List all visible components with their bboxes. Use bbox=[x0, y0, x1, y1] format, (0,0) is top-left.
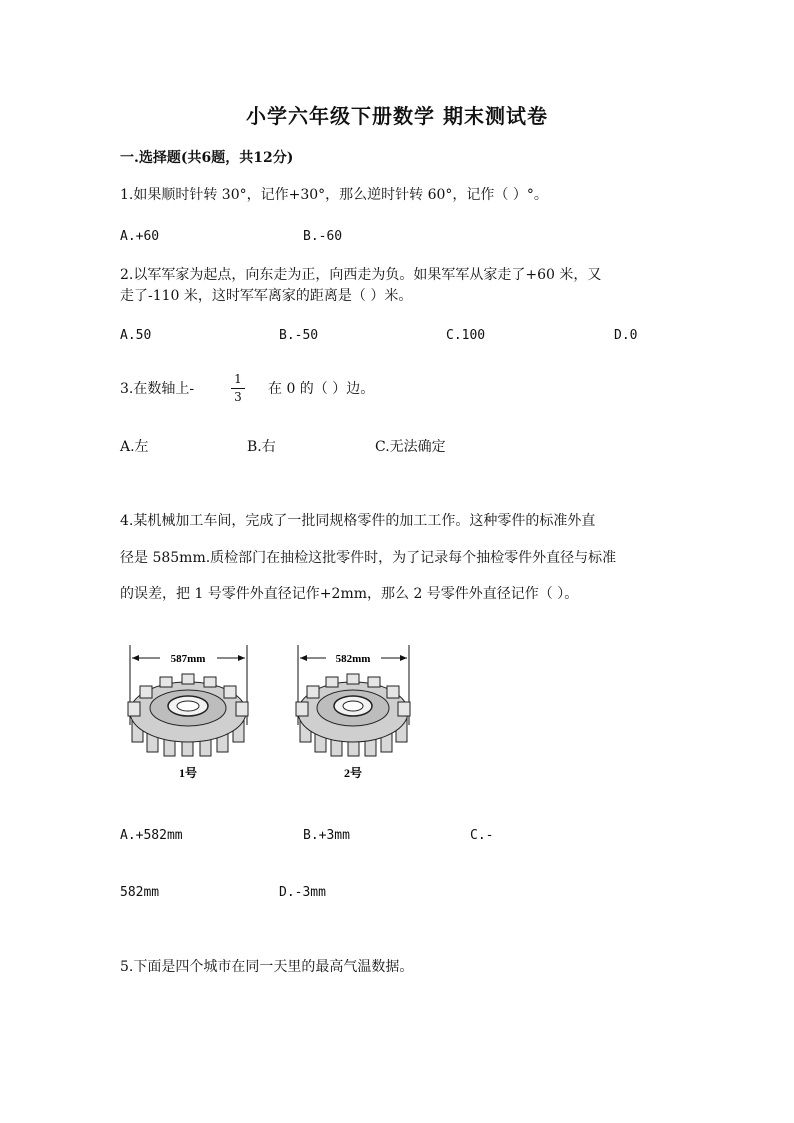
gear-figure bbox=[120, 640, 420, 790]
q4-option-d: D.-3mm bbox=[279, 885, 326, 900]
q4-option-c: C.- bbox=[470, 828, 494, 843]
q2-option-b: B.-50 bbox=[279, 328, 319, 343]
page-title: 小学六年级下册数学 期末测试卷 bbox=[246, 104, 548, 128]
q1-option-b: B.-60 bbox=[303, 229, 343, 244]
gear-1-drawing bbox=[128, 645, 248, 780]
gear-2-drawing bbox=[296, 645, 410, 780]
fraction-bar bbox=[231, 388, 245, 389]
question-5-text: 5.下面是四个城市在同一天里的最高气温数据。 bbox=[120, 959, 414, 975]
question-1-text: 1.如果顺时针转 30°，记作+30°，那么逆时针转 60°，记作（ ）°。 bbox=[120, 187, 548, 203]
gear-2-dimension: 582mm bbox=[335, 653, 371, 665]
q4-option-a: A.+582mm bbox=[120, 828, 183, 843]
question-2-line-1: 2.以军军家为起点，向东走为正，向西走为负。如果军军从家走了+60 米，又 bbox=[120, 267, 602, 283]
q2-option-d: D.0 bbox=[614, 328, 638, 343]
gear-1-label: 1号 bbox=[178, 766, 198, 780]
q3-option-b: B.右 bbox=[247, 439, 276, 455]
fraction-one-third bbox=[231, 373, 245, 404]
gear-1-dimension: 587mm bbox=[170, 653, 206, 665]
q4-option-c-continued: 582mm bbox=[120, 885, 160, 900]
section-heading: 一.选择题(共6题，共12分) bbox=[120, 150, 294, 166]
q1-option-a: A.+60 bbox=[120, 229, 160, 244]
q4-option-b: B.+3mm bbox=[303, 828, 350, 843]
q3-option-a: A.左 bbox=[120, 439, 149, 455]
gear-2-label: 2号 bbox=[343, 766, 363, 780]
fraction-denominator: 3 bbox=[234, 390, 242, 404]
question-4-line-1: 4.某机械加工车间，完成了一批同规格零件的加工工作。这种零件的标准外直 bbox=[120, 513, 596, 529]
question-4-line-3: 的误差，把 1 号零件外直径记作+2mm，那么 2 号零件外直径记作（ ）。 bbox=[120, 586, 579, 602]
q2-option-c: C.100 bbox=[446, 328, 486, 343]
question-3-suffix: 在 0 的（ ）边。 bbox=[268, 381, 375, 397]
q2-option-a: A.50 bbox=[120, 328, 152, 343]
question-2-line-2: 走了-110 米，这时军军离家的距离是（ ）米。 bbox=[120, 288, 413, 304]
q3-option-c: C.无法确定 bbox=[375, 439, 446, 455]
question-4-line-2: 径是 585mm.质检部门在抽检这批零件时，为了记录每个抽检零件外直径与标准 bbox=[120, 550, 617, 566]
fraction-numerator: 1 bbox=[234, 372, 242, 386]
question-3-prefix: 3.在数轴上- bbox=[120, 381, 195, 397]
